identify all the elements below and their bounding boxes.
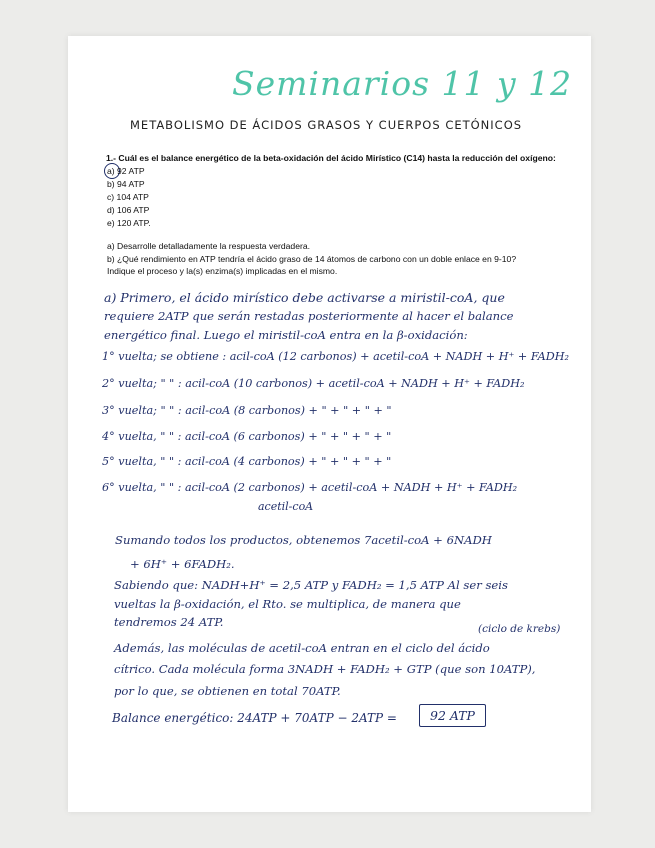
balance-line: Balance energético: 24ATP + 70ATP − 2ATP = bbox=[112, 711, 397, 725]
instruction-b: b) ¿Qué rendimiento en ATP tendría el ácido graso de 14 átomos de carbono con un doble enlace en 9-10? bbox=[107, 254, 517, 264]
page-title: Seminarios 11 y 12 bbox=[232, 64, 573, 103]
final-result-box: 92 ATP bbox=[419, 704, 486, 727]
option-b: b) 94 ATP bbox=[107, 179, 145, 189]
krebs-note: (ciclo de krebs) bbox=[478, 623, 561, 635]
option-d: d) 106 ATP bbox=[107, 205, 150, 215]
acetil-coa-note: acetil-coA bbox=[258, 500, 314, 513]
answer-intro-2: requiere 2ATP que serán restadas posteriormente al hacer el balance bbox=[104, 309, 514, 323]
instruction-b-cont: Indique el proceso y la(s) enzima(s) implicadas en el mismo. bbox=[107, 266, 338, 276]
option-c: c) 104 ATP bbox=[107, 192, 149, 202]
answer-intro-1: a) Primero, el ácido mirístico debe activarse a miristil-coA, que bbox=[104, 290, 505, 305]
ademas-line-1: Además, las moléculas de acetil-coA entran en el ciclo del ácido bbox=[114, 641, 490, 655]
turn-2: 2° vuelta; " " : acil-coA (10 carbonos) + acetil-coA + NADH + H⁺ + FADH₂ bbox=[102, 377, 525, 390]
sum-line-1: Sumando todos los productos, obtenemos 7acetil-coA + 6NADH bbox=[115, 533, 492, 547]
know-line-2: vueltas la β-oxidación, el Rto. se multiplica, de manera que bbox=[114, 597, 461, 611]
know-line-3: tendremos 24 ATP. bbox=[114, 615, 224, 629]
option-e: e) 120 ATP. bbox=[107, 218, 151, 228]
turn-3: 3° vuelta; " " : acil-coA (8 carbonos) + " + " + " + " bbox=[102, 404, 392, 417]
ademas-line-3: por lo que, se obtienen en total 70ATP. bbox=[114, 684, 341, 698]
page-subtitle: METABOLISMO DE ÁCIDOS GRASOS Y CUERPOS CETÓNICOS bbox=[130, 118, 523, 132]
question-prompt: 1.- Cuál es el balance energético de la beta-oxidación del ácido Mirístico (C14) hasta la reducción del oxígeno: bbox=[106, 153, 556, 163]
option-a: a) 92 ATP bbox=[107, 166, 145, 176]
turn-4: 4° vuelta, " " : acil-coA (6 carbonos) + " + " + " + " bbox=[102, 430, 392, 443]
ademas-line-2: cítrico. Cada molécula forma 3NADH + FADH₂ + GTP (que son 10ATP), bbox=[114, 662, 536, 676]
turn-6: 6° vuelta, " " : acil-coA (2 carbonos) + acetil-coA + NADH + H⁺ + FADH₂ bbox=[102, 481, 518, 494]
turn-5: 5° vuelta, " " : acil-coA (4 carbonos) + " + " + " + " bbox=[102, 455, 392, 468]
answer-intro-3: energético final. Luego el miristil-coA entra en la β-oxidación: bbox=[104, 328, 468, 342]
turn-1: 1° vuelta; se obtiene : acil-coA (12 carbonos) + acetil-coA + NADH + H⁺ + FADH₂ bbox=[102, 350, 569, 363]
sum-line-2: + 6H⁺ + 6FADH₂. bbox=[130, 557, 235, 571]
instruction-a: a) Desarrolle detalladamente la respuesta verdadera. bbox=[107, 241, 311, 251]
know-line-1: Sabiendo que: NADH+H⁺ = 2,5 ATP y FADH₂ = 1,5 ATP Al ser seis bbox=[114, 578, 508, 592]
